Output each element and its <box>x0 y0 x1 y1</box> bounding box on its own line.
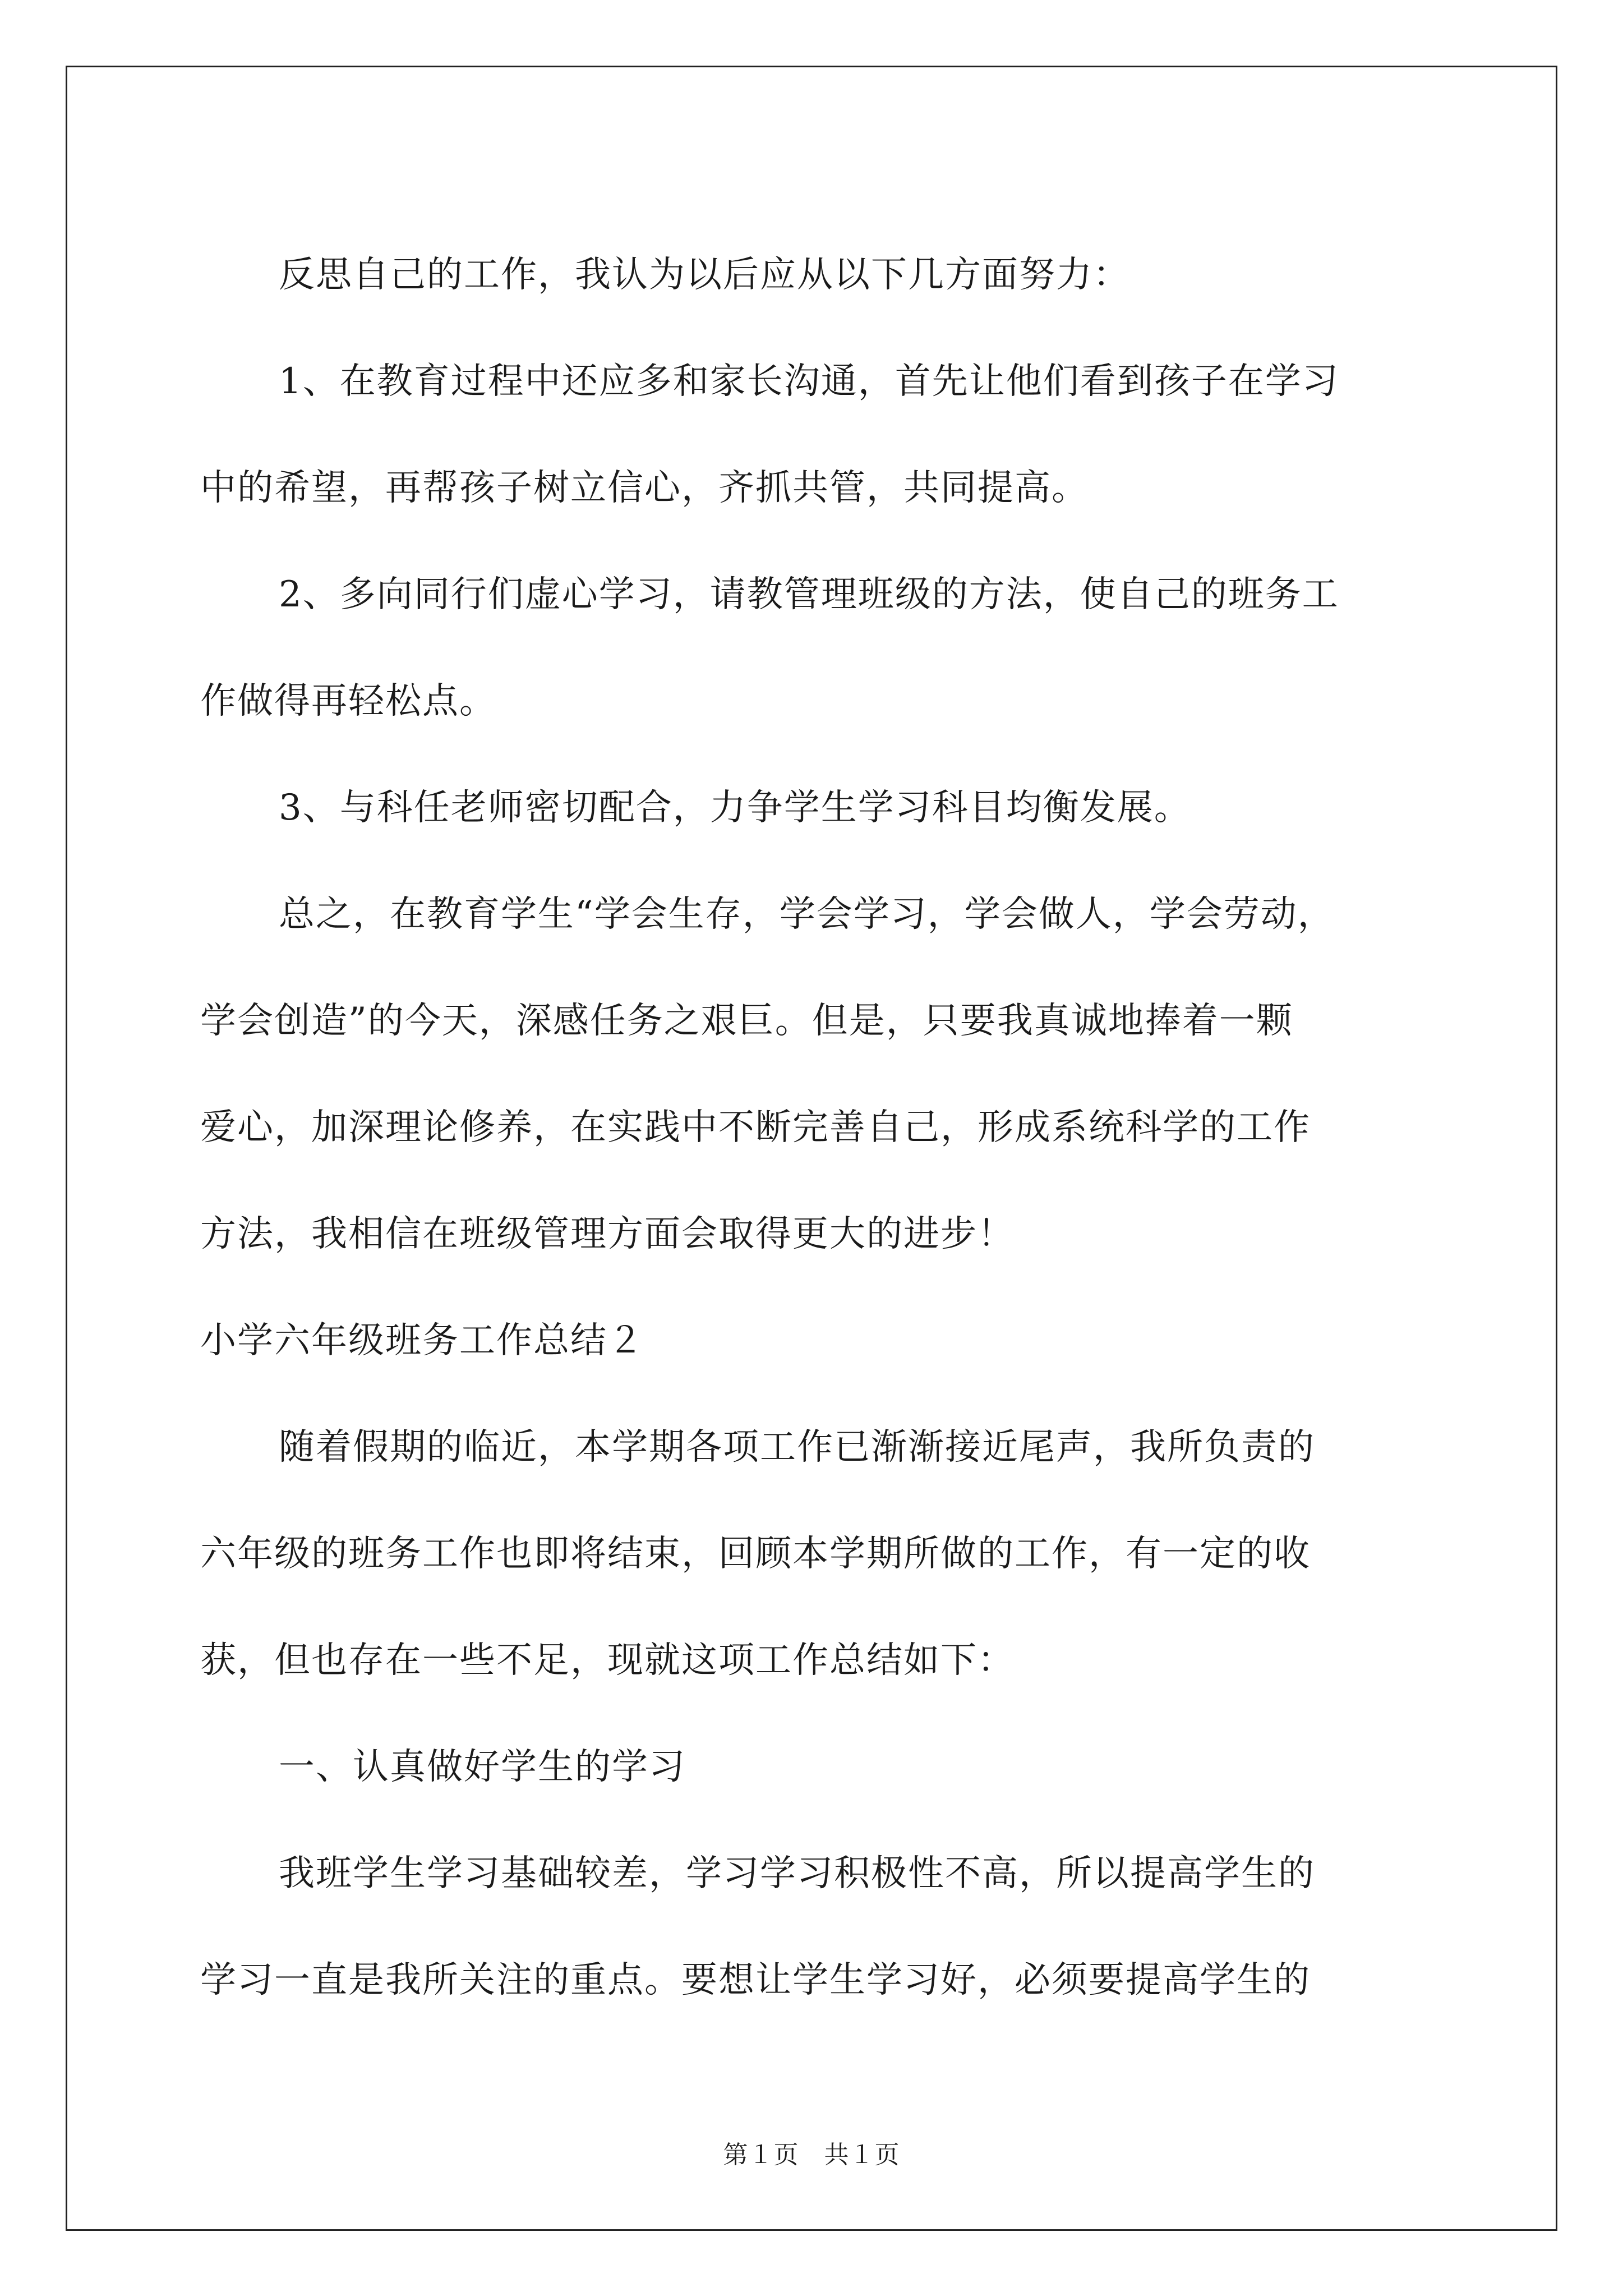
paragraph-line: 作做得再轻松点。 <box>200 680 496 722</box>
paragraph-line: 反思自己的工作，我认为以后应从以下几方面努力： <box>279 254 1130 296</box>
subsection-heading: 一、认真做好学生的学习 <box>279 1746 686 1788</box>
paragraph-line: 随着假期的临近，本学期各项工作已渐渐接近尾声，我所负责的 <box>279 1427 1315 1468</box>
paragraph-line: 获，但也存在一些不足，现就这项工作总结如下： <box>200 1640 1015 1681</box>
paragraph-line: 爱心，加深理论修养，在实践中不断完善自己，形成系统科学的工作 <box>200 1107 1311 1148</box>
paragraph-line: 总之，在教育学生“学会生存，学会学习，学会做人，学会劳动， <box>279 894 1335 935</box>
paragraph-line: 方法，我相信在班级管理方面会取得更大的进步！ <box>200 1213 1015 1255</box>
paragraph-line: 学习一直是我所关注的重点。要想让学生学习好，必须要提高学生的 <box>200 1959 1311 2001</box>
paragraph-line: 3、与科任老师密切配合，力争学生学习科目均衡发展。 <box>279 787 1191 829</box>
paragraph-line: 六年级的班务工作也即将结束，回顾本学期所做的工作，有一定的收 <box>200 1533 1311 1575</box>
paragraph-line: 学会创造”的今天，深感任务之艰巨。但是，只要我真诚地捧着一颗 <box>200 1000 1293 1042</box>
paragraph-line: 2、多向同行们虚心学习，请教管理班级的方法，使自己的班务工 <box>279 574 1339 615</box>
document-body <box>200 222 1434 2033</box>
paragraph-line: 中的希望，再帮孩子树立信心，齐抓共管，共同提高。 <box>200 467 1089 509</box>
page-footer: 第１页 共１页 <box>723 2141 900 2169</box>
paragraph-line: 我班学生学习基础较差，学习学习积极性不高，所以提高学生的 <box>279 1853 1315 1894</box>
section-title: 小学六年级班务工作总结２ <box>200 1320 644 1361</box>
paragraph-line: 1、在教育过程中还应多和家长沟通，首先让他们看到孩子在学习 <box>279 361 1339 402</box>
